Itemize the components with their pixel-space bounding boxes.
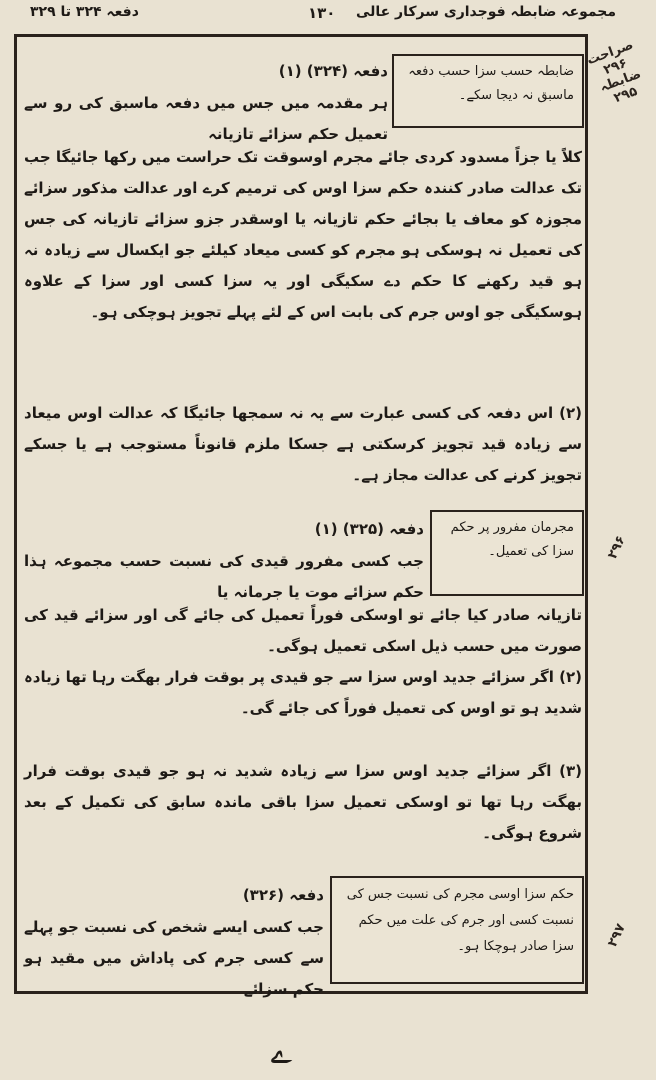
page-number: ۱۳۰ [308,4,336,22]
section-325-para-1: تازیانہ صادر کیا جائے تو اوسکی فوراً تعمیل کی جائے گی اور سزائے قید کی صورت میں حسب ذیل اسکی تعمیل ہوگی۔ [24,606,582,655]
signature-mark: ﮮ [270,1030,291,1065]
section-324-para-1: کلاً یا جزاً مسدود کردی جائے مجرم اوسوقت تک حراست میں رکھا جائیگا جب تک عدالت صادر کنندہ حکم سزا اوس کی ترمیم کرے اور عدالت مذکور سزائے مجوزہ کو معاف یا بجائے حکم تازیانہ یا اوسقدر جزو سزائے تازیانہ کی جس کی تعمیل نہ ہوسکی ہو مجرم کو کسی میعاد کیلئے جو ایکسال سے زیادہ نہ ہو قید رکھنے کا حکم دے سکیگی اور یہ سزا کسی اور سزا کے علاوہ ہوسکیگی جو اوس جرم کی بابت اس کے لئے پہلے تجویز ہوچکی ہو۔ [24,148,582,321]
section-326-intro: جب کسی ایسے شخص کی نسبت جو پہلے سے کسی جرم کی پاداش میں مقید ہو حکم سزائے [24,918,324,998]
margin-note-1: صراحت ۲۹۶ ضابطہ ۲۹۵ [584,37,644,107]
section-324-para-2: (۲) اس دفعہ کی کسی عبارت سے یہ نہ سمجھا جائیگا کہ عدالت اوس میعاد سے زیادہ قید تجویز کرسکتی ہے جسکا ملزم قانوناً مستوجب ہے یا جسکے تجویز کرنے کی عدالت مجاز ہے۔ [24,404,582,484]
book-title: مجموعہ ضابطہ فوجداری سرکار عالی [355,4,616,20]
section-325-para-2: (۲) اگر سزائے جدید اوس سزا سے جو قیدی پر بوقت فرار بھگت رہا تھا زیادہ شدید ہو تو اوس کی تعمیل فوراً کی جائے گی۔ [24,668,582,717]
section-325-intro: جب کسی مفرور قیدی کی نسبت حسب مجموعہ ہذا حکم سزائے موت یا جرمانہ یا [24,552,424,601]
marginal-title-326: حکم سزا اوسی مجرم کی نسبت جس کی نسبت کسی اور جرم کی علت میں حکم سزا صادر ہوچکا ہو۔ [330,876,584,984]
section-324-intro: ہر مقدمہ میں جس میں دفعہ ماسبق کی رو سے تعمیل حکم سزائے تازیانہ [24,94,388,143]
marginal-title-324: ضابطہ حسب سزا حسب دفعہ ماسبق نہ دیجا سکے۔ [392,54,584,128]
header-section-range: دفعہ ۳۲۴ تا ۳۲۹ [30,4,139,20]
section-325-para-3: (۳) اگر سزائے جدید اوس سزا سے زیادہ شدید نہ ہو جو قیدی بوقت فرار بھگت رہا تھا تو اوسکی تعمیل سزا باقی ماندہ سابق کی تکمیل کے بعد شروع ہوگی۔ [24,762,582,842]
margin-note-2: ۲۹۶ [605,533,629,562]
marginal-title-325: مجرمان مفرور پر حکم سزا کی تعمیل۔ [430,510,584,596]
margin-note-3: ۲۹۷ [605,921,629,950]
section-325-heading: دفعہ (۳۲۵) (۱) [314,520,424,538]
section-326-heading: دفعہ (۳۲۶) [242,886,324,904]
section-324-heading: دفعہ (۳۲۴) (۱) [278,62,388,80]
